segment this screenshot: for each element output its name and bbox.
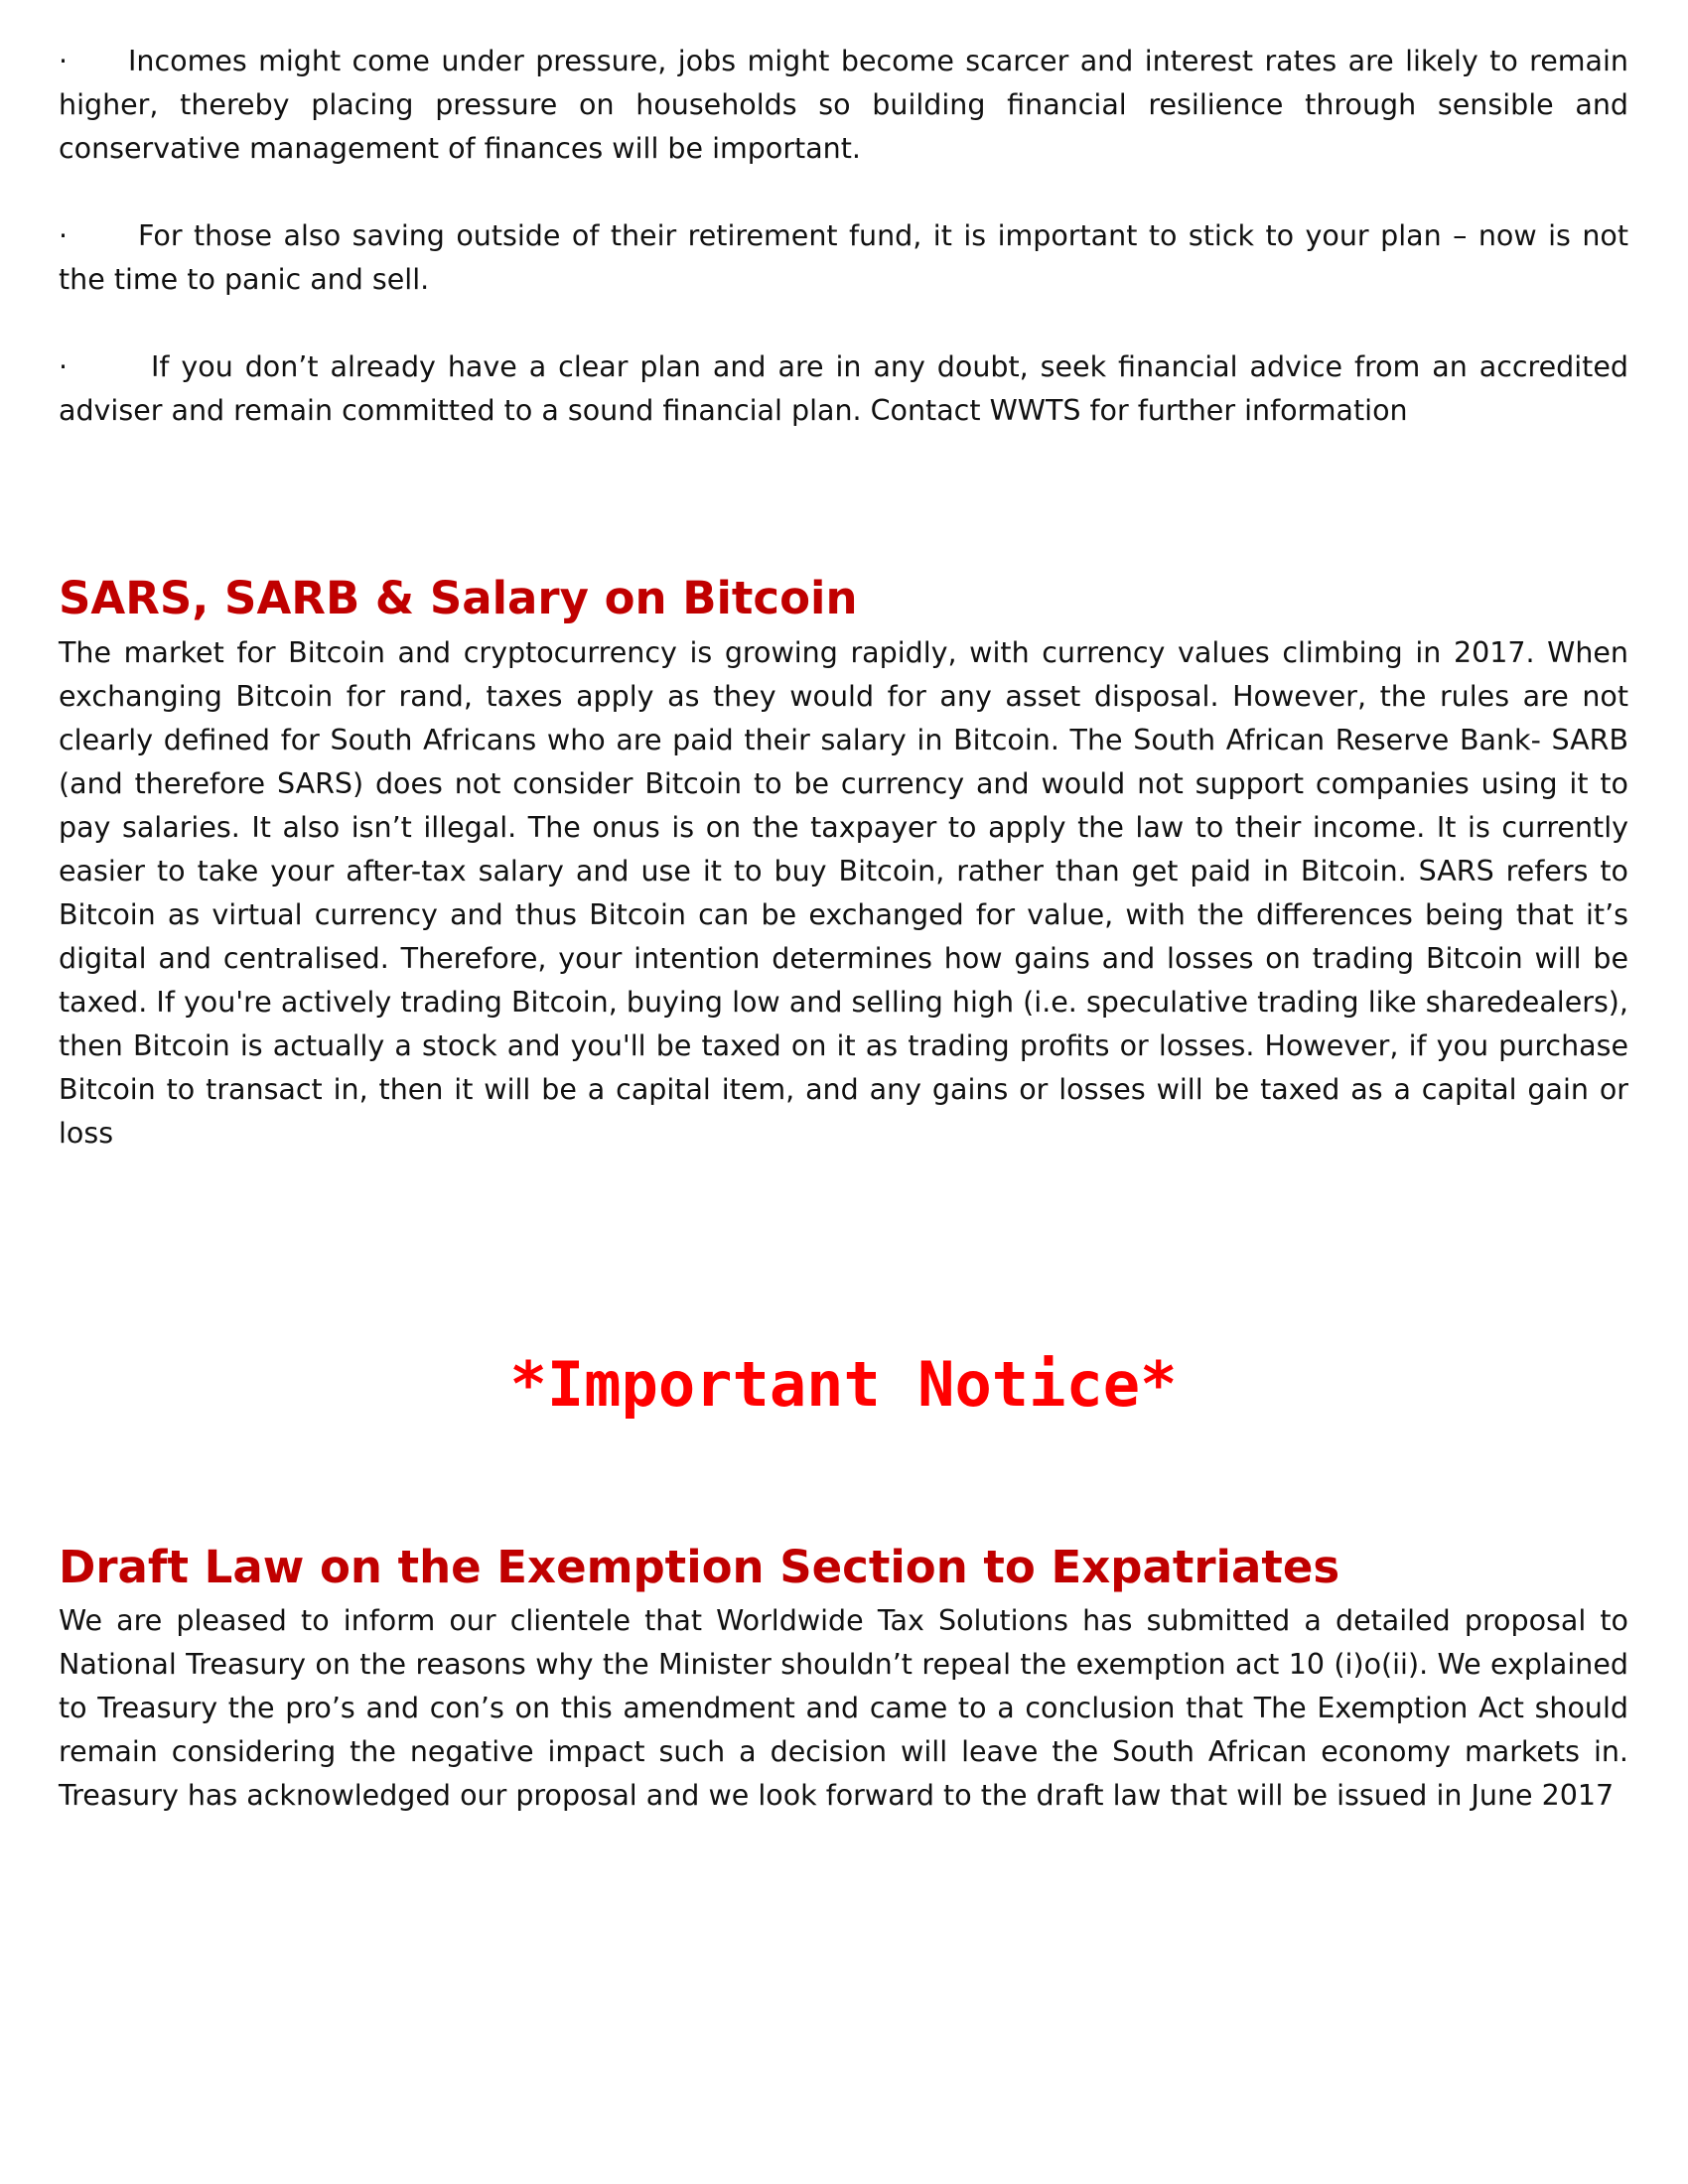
bullet-item (59, 214, 1628, 302)
draft-law-section-heading: Draft Law on the Exemption Section to Expatriates (59, 1541, 1340, 1593)
important-notice-banner: *Important Notice* (509, 1348, 1178, 1421)
bullet-text: Incomes might come under pressure, jobs might become scarcer and interest rates are likely to remain higher, thereby placing pressure on households so building financial resilience through sensible and conservative management of finances will be important. (59, 45, 1628, 165)
bitcoin-section-body: The market for Bitcoin and cryptocurrency is growing rapidly, with currency values climbing in 2017. When exchanging Bitcoin for rand, taxes apply as they would for any asset disposal. However, the rules are not clearly defined for South Africans who are paid their salary in Bitcoin. The South African Reserve Bank- SARB (and therefore SARS) does not consider Bitcoin to be currency and would not support companies using it to pay salaries. It also isn’t illegal. The onus is on the taxpayer to apply the law to their income. It is currently easier to take your after-tax salary and use it to buy Bitcoin, rather than get paid in Bitcoin. SARS refers to Bitcoin as virtual currency and thus Bitcoin can be exchanged for value, with the differences being that it’s digital and centralised. Therefore, your intention determines how gains and losses on trading Bitcoin will be taxed. If you're actively trading Bitcoin, buying low and selling high (i.e. speculative trading like sharedealers), then Bitcoin is actually a stock and you'll be taxed on it as trading profits or losses. However, if you purchase Bitcoin to transact in, then it will be a capital item, and any gains or losses will be taxed as a capital gain or loss (59, 636, 1628, 1150)
bullet-marker: · (59, 45, 69, 77)
bullet-item (59, 345, 1628, 433)
bullet-marker: · (59, 350, 69, 383)
document-page (59, 0, 1628, 2184)
bullet-item (59, 40, 1628, 171)
bitcoin-section-heading: SARS, SARB & Salary on Bitcoin (59, 572, 858, 624)
bullet-text: For those also saving outside of their retirement fund, it is important to stick to your plan – now is not the time to panic and sell. (59, 219, 1628, 296)
draft-law-section-body: We are pleased to inform our clientele that Worldwide Tax Solutions has submitted a detailed proposal to National Treasury on the reasons why the Minister shouldn’t repeal the exemption act 10 (i)o(ii). We explained to Treasury the pro’s and con’s on this amendment and came to a conclusion that The Exemption Act should remain considering the negative impact such a decision will leave the South African economy markets in. Treasury has acknowledged our proposal and we look forward to the draft law that will be issued in June 2017 (59, 1604, 1628, 1812)
bullet-list (59, 40, 1628, 477)
bullet-text: If you don’t already have a clear plan and are in any doubt, seek financial advice from an accredited adviser and remain committed to a sound financial plan. Contact WWTS for further information (59, 350, 1628, 427)
bullet-marker: · (59, 219, 69, 252)
